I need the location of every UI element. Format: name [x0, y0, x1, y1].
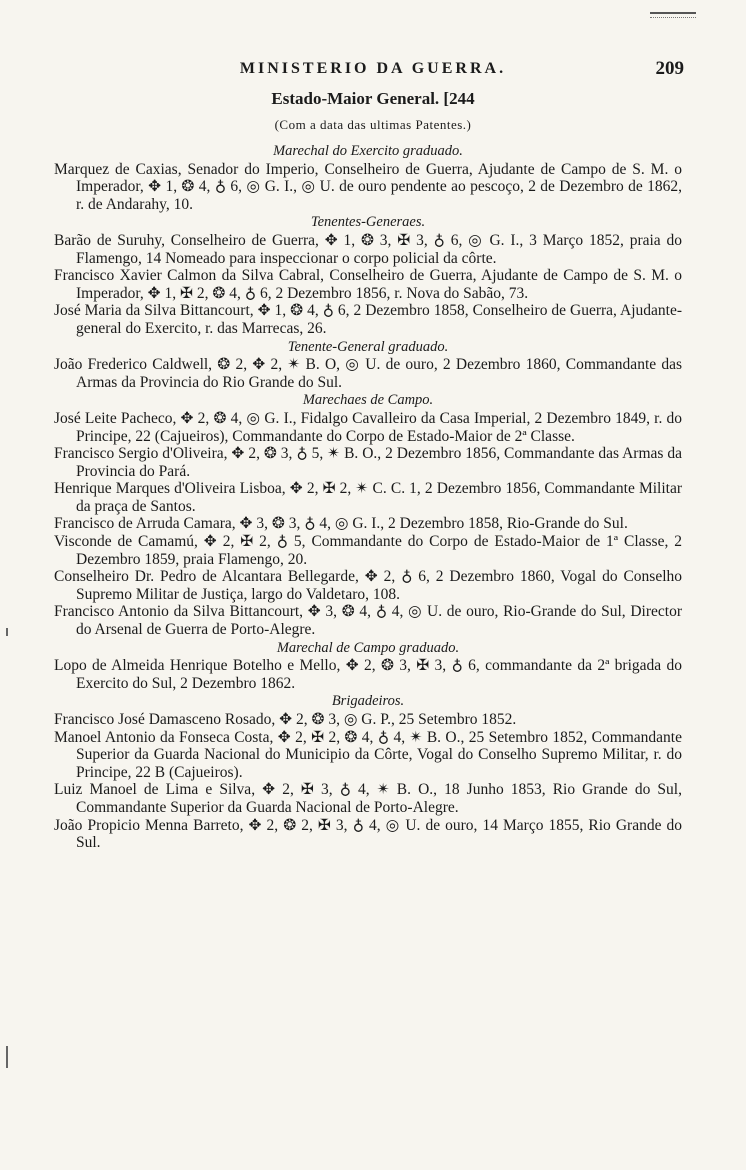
roster-entry: João Frederico Caldwell, ❂ 2, ✥ 2, ✴ B. O, ◎ U. de ouro, 2 Dezembro 1860, Commandante das Armas da Provincia do Rio Grande do Sul.	[54, 356, 682, 391]
corner-mark	[650, 12, 696, 18]
section-heading: Tenentes-Generaes.	[310, 214, 426, 231]
roster-entry: Francisco Xavier Calmon da Silva Cabral, Conselheiro de Guerra, Ajudante de Campo de S. M. o Imperador, ✥ 1, ✠ 2, ❂ 4, ♁ 6, 2 Dezembro 1856, r. Nova do Sabão, 73.	[54, 267, 682, 302]
section-heading: Marechal de Campo graduado.	[276, 639, 460, 656]
roster-entry: Marquez de Caxias, Senador do Imperio, Conselheiro de Guerra, Ajudante de Campo de S. M. o Imperador, ✥ 1, ❂ 4, ♁ 6, ◎ G. I., ◎ U. de ouro pendente ao pescoço, 2 de Dezembro de 1862, r. de Andarahy, 10.	[54, 160, 682, 213]
section-heading: Tenente-General graduado.	[287, 338, 449, 355]
roster-entry: Lopo de Almeida Henrique Botelho e Mello, ✥ 2, ❂ 3, ✠ 3, ♁ 6, commandante da 2ª brigada do Exercito do Sul, 2 Dezembro 1862.	[54, 657, 682, 692]
margin-mark	[6, 1046, 8, 1068]
roster-entry: Barão de Suruhy, Conselheiro de Guerra, ✥ 1, ❂ 3, ✠ 3, ♁ 6, ◎ G. I., 3 Março 1852, praia do Flamengo, 14 Nomeado para inspeccionar o corpo policial da côrte.	[54, 231, 682, 267]
roster-entry: Francisco de Arruda Camara, ✥ 3, ❂ 3, ♁ 4, ◎ G. I., 2 Dezembro 1858, Rio-Grande do Sul.	[54, 515, 628, 533]
page-number: 209	[655, 58, 684, 79]
roster-entry: José Maria da Silva Bittancourt, ✥ 1, ❂ 4, ♁ 6, 2 Dezembro 1858, Conselheiro de Guerra, Ajudante-general do Exercito, r. das Marrecas, 26.	[54, 302, 682, 337]
roster-entry: Francisco Sergio d'Oliveira, ✥ 2, ❂ 3, ♁ 5, ✴ B. O., 2 Dezembro 1856, Commandante das Armas da Provincia do Pará.	[54, 445, 682, 480]
ministry-heading: MINISTERIO DA GUERRA.	[239, 60, 507, 77]
roster-entry: João Propicio Menna Barreto, ✥ 2, ❂ 2, ✠ 3, ♁ 4, ◎ U. de ouro, 14 Março 1855, Rio Grande do Sul.	[54, 816, 682, 852]
section-heading: Brigadeiros.	[331, 693, 405, 710]
page-subtitle: (Com a data das ultimas Patentes.)	[274, 117, 472, 132]
roster-entry: José Leite Pacheco, ✥ 2, ❂ 4, ◎ G. I., Fidalgo Cavalleiro da Casa Imperial, 2 Dezembro 1849, r. do Principe, 22 (Cajueiros), Commandante do Corpo de Estado-Maior de 2ª Classe.	[54, 409, 682, 445]
roster-text	[54, 142, 682, 852]
roster-entry: Luiz Manoel de Lima e Silva, ✥ 2, ✠ 3, ♁ 4, ✴ B. O., 18 Junho 1853, Rio Grande do Sul, Commandante Superior da Guarda Nacional de Porto-Alegre.	[54, 781, 682, 816]
section-heading: Marechal do Exercito graduado.	[273, 143, 463, 159]
roster-entry: Francisco Antonio da Silva Bittancourt, ✥ 3, ❂ 4, ♁ 4, ◎ U. de ouro, Rio-Grande do Sul, Director do Arsenal de Guerra de Porto-Alegre.	[54, 603, 682, 639]
roster-entry: Visconde de Camamú, ✥ 2, ✠ 2, ♁ 5, Commandante do Corpo de Estado-Maior de 1ª Classe, 2 Dezembro 1859, praia Flamengo, 20.	[54, 533, 682, 568]
section-heading: Marechaes de Campo.	[302, 392, 434, 409]
roster-entry: Conselheiro Dr. Pedro de Alcantara Bellegarde, ✥ 2, ♁ 6, 2 Dezembro 1860, Vogal do Conselho Supremo Militar de Justiça, largo do Valdetaro, 108.	[54, 568, 682, 603]
roster-entry: Francisco José Damasceno Rosado, ✥ 2, ❂ 3, ◎ G. P., 25 Setembro 1852.	[54, 711, 517, 728]
roster-entry: Henrique Marques d'Oliveira Lisboa, ✥ 2, ✠ 2, ✴ C. C. 1, 2 Dezembro 1856, Commandante Militar da praça de Santos.	[54, 480, 682, 515]
roster-entry: Manoel Antonio da Fonseca Costa, ✥ 2, ✠ 2, ❂ 4, ♁ 4, ✴ B. O., 25 Setembro 1852, Commandante Superior da Guarda Nacional do Municipio da Côrte, Vogal do Conselho Supremo Militar, r. do Principe, 22 B (Cajueiros).	[54, 728, 682, 781]
margin-mark	[6, 628, 8, 636]
page-header	[0, 58, 746, 84]
page-title: Estado-Maior General. [244	[271, 89, 475, 108]
